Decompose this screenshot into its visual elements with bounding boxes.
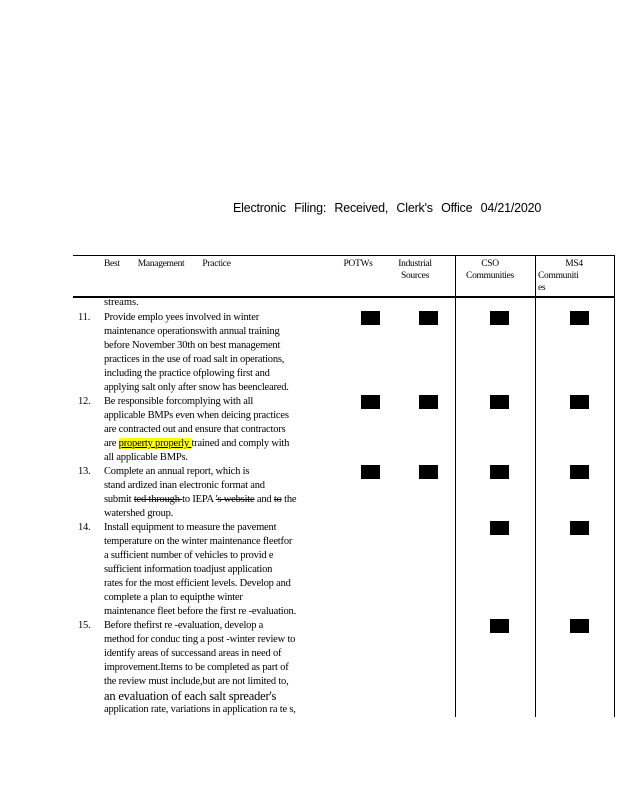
item-line: application rate, variations in application ra te s, bbox=[104, 704, 296, 715]
item-line: improvement.Items to be completed as part of bbox=[104, 662, 289, 673]
column-divider-3 bbox=[614, 255, 615, 717]
item-line: applying salt only after snow has beencleared. bbox=[104, 382, 289, 393]
column-divider-2 bbox=[535, 255, 536, 717]
applies-mark-cso bbox=[490, 395, 509, 409]
deleted-text: to bbox=[273, 494, 282, 505]
applies-mark-ms4 bbox=[570, 311, 589, 325]
applies-mark-potws bbox=[361, 311, 380, 325]
column-header-cso-line2: Communities bbox=[466, 271, 514, 281]
applies-mark-industrial bbox=[419, 311, 438, 325]
item-number: 12. bbox=[78, 396, 91, 407]
column-header-cso-line1: CSO bbox=[481, 259, 499, 269]
text-run: trained and comply with bbox=[191, 438, 290, 449]
column-header-bmp: Best Management Practice bbox=[104, 259, 231, 269]
item-text bbox=[104, 465, 332, 521]
item-line: temperature on the winter maintenance fleetfor bbox=[104, 536, 293, 547]
item-line: practices in the use of road salt in operations, bbox=[104, 354, 285, 365]
item-line: before November 30th on best management bbox=[104, 340, 281, 351]
item-line: an evaluation of each salt spreader's bbox=[104, 689, 277, 703]
text-run: the bbox=[281, 494, 297, 505]
item-text bbox=[104, 311, 332, 395]
item-number: 14. bbox=[78, 522, 91, 533]
deleted-text: ted through bbox=[133, 494, 183, 505]
applies-mark-ms4 bbox=[570, 465, 589, 479]
item-line: maintenance operationswith annual training bbox=[104, 326, 280, 337]
applies-mark-ms4 bbox=[570, 619, 589, 633]
item-line: Install equipment to measure the pavement bbox=[104, 522, 277, 533]
item-line: maintenance fleet before the first re -evaluation. bbox=[104, 606, 297, 617]
column-header-cso bbox=[458, 258, 522, 282]
continuation-text: streams. bbox=[104, 297, 139, 308]
column-header-ms4 bbox=[538, 258, 610, 294]
item-line: Be responsible forcomplying with all bbox=[104, 396, 254, 407]
item-line: watershed group. bbox=[104, 508, 174, 519]
item-line: stand ardized inan electronic format and bbox=[104, 480, 265, 491]
applies-mark-cso bbox=[490, 619, 509, 633]
item-line: sufficient information toadjust application bbox=[104, 564, 273, 575]
applies-mark-cso bbox=[490, 311, 509, 325]
item-text bbox=[104, 619, 332, 717]
applies-mark-cso bbox=[490, 521, 509, 535]
applies-mark-industrial bbox=[419, 465, 438, 479]
item-line: including the practice ofplowing first and bbox=[104, 368, 270, 379]
electronic-filing-stamp: Electronic Filing: Received, Clerk's Office 04/21/2020 bbox=[233, 201, 542, 215]
applies-mark-cso bbox=[490, 465, 509, 479]
applies-mark-potws bbox=[361, 395, 380, 409]
item-line: the review must include,but are not limited to, bbox=[104, 676, 289, 687]
applies-mark-ms4 bbox=[570, 395, 589, 409]
deleted-text: 's website bbox=[215, 494, 255, 505]
item-line: complete a plan to equipthe winter bbox=[104, 592, 243, 603]
item-line: identify areas of successand areas in need of bbox=[104, 648, 282, 659]
item-line: are contracted out and ensure that contractors bbox=[104, 424, 286, 435]
item-line: Complete an annual report, which is bbox=[104, 466, 250, 477]
item-number: 11. bbox=[78, 312, 91, 323]
item-line: Before thefirst re -evaluation, develop a bbox=[104, 620, 264, 631]
item-number: 15. bbox=[78, 620, 91, 631]
item-line: rates for the most efficient levels. Develop and bbox=[104, 578, 291, 589]
text-run: are bbox=[104, 438, 119, 449]
table-top-border bbox=[73, 255, 614, 256]
table-header-bottom-border bbox=[73, 296, 614, 298]
item-line: all applicable BMPs. bbox=[104, 452, 188, 463]
item-text bbox=[104, 521, 332, 619]
item-line bbox=[104, 437, 332, 451]
text-run: to IEPA bbox=[182, 494, 216, 505]
applies-mark-industrial bbox=[419, 395, 438, 409]
applies-mark-ms4 bbox=[570, 521, 589, 535]
item-line: a sufficient number of vehicles to provid e bbox=[104, 550, 274, 561]
item-line bbox=[104, 493, 332, 507]
column-header-potws: POTWs bbox=[343, 259, 373, 269]
column-header-industrial-line2: Sources bbox=[401, 271, 429, 281]
highlighted-text: property properly bbox=[118, 438, 192, 449]
text-run: submit bbox=[104, 494, 134, 505]
column-header-industrial bbox=[393, 258, 437, 282]
item-text bbox=[104, 395, 332, 465]
item-line: method for conduc ting a post -winter review to bbox=[104, 634, 296, 645]
column-divider-1 bbox=[455, 255, 456, 717]
applies-mark-potws bbox=[361, 465, 380, 479]
column-header-ms4-line2: Communiti es bbox=[538, 271, 579, 293]
text-run: and bbox=[254, 494, 274, 505]
column-header-industrial-line1: Industrial bbox=[398, 259, 432, 269]
item-line: applicable BMPs even when deicing practices bbox=[104, 410, 289, 421]
column-header-ms4-line1: MS4 bbox=[565, 259, 583, 269]
item-number: 13. bbox=[78, 466, 91, 477]
item-line: Provide emplo yees involved in winter bbox=[104, 312, 260, 323]
